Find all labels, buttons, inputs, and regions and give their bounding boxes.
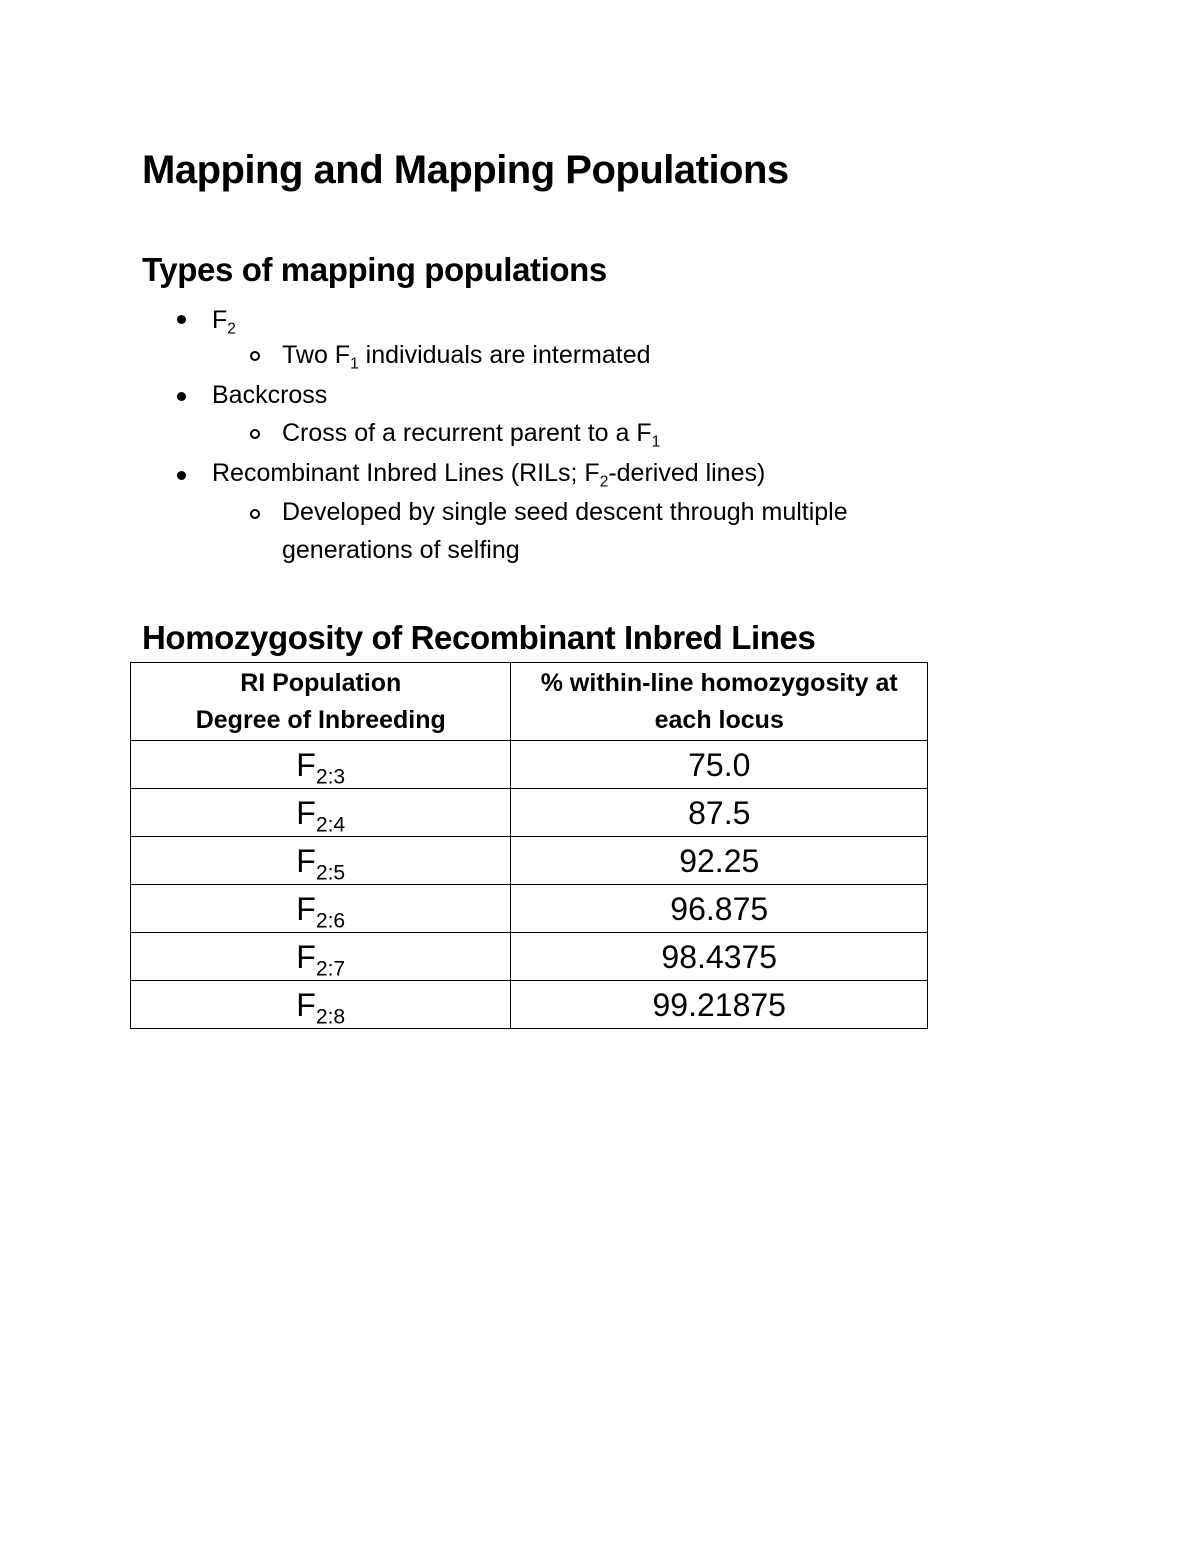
generation-subscript: 2:6 — [315, 908, 346, 932]
bullet-ring-icon — [250, 429, 260, 439]
bullet-ring-icon — [250, 351, 260, 361]
generation-cell — [131, 837, 511, 885]
sub-item-text-pre: Two F — [282, 341, 351, 369]
generation-subscript: 2:5 — [315, 860, 346, 884]
list-item-subscript: 2 — [227, 320, 236, 338]
homozygosity-table — [130, 662, 928, 1029]
generation-label: F — [296, 746, 316, 783]
sub-item-text-post: individuals are intermated — [358, 341, 651, 369]
generation-subscript: 2:7 — [315, 956, 346, 980]
generation-cell — [131, 789, 511, 837]
generation-cell — [131, 981, 511, 1029]
bullet-dot-icon — [177, 471, 186, 480]
list-item-label: Backcross — [212, 381, 328, 409]
homozygosity-value: 98.4375 — [511, 933, 928, 981]
header-line: each locus — [654, 705, 784, 734]
sub-item-f2 — [282, 340, 651, 373]
table-row — [131, 885, 928, 933]
list-item-subscript: 2 — [599, 473, 609, 491]
bullet-dot-icon — [177, 315, 186, 324]
bullet-ring-icon — [250, 509, 260, 519]
list-item-rils — [212, 458, 766, 491]
generation-cell — [131, 885, 511, 933]
generation-subscript: 2:8 — [315, 1004, 346, 1028]
homozygosity-heading: Homozygosity of Recombinant Inbred Lines — [142, 619, 816, 656]
generation-label: F — [296, 938, 316, 975]
sub-item-rils-line1: Developed by single seed descent through multiple — [282, 498, 848, 526]
generation-cell — [131, 933, 511, 981]
homozygosity-value: 87.5 — [511, 789, 928, 837]
homozygosity-value: 96.875 — [511, 885, 928, 933]
homozygosity-value: 92.25 — [511, 837, 928, 885]
table-row — [131, 741, 928, 789]
table-row — [131, 789, 928, 837]
header-line: % within-line homozygosity at — [540, 668, 898, 697]
list-item-label-post: -derived lines) — [608, 459, 766, 487]
table-row — [131, 933, 928, 981]
table-header-row — [131, 663, 928, 741]
sub-item-subscript: 1 — [651, 433, 661, 451]
page-title: Mapping and Mapping Populations — [142, 148, 789, 192]
sub-item-rils-line2: generations of selfing — [282, 536, 520, 564]
header-line: Degree of Inbreeding — [195, 705, 446, 734]
types-heading: Types of mapping populations — [142, 251, 607, 288]
generation-subscript: 2:3 — [315, 764, 346, 788]
homozygosity-value: 99.21875 — [511, 981, 928, 1029]
bullet-dot-icon — [177, 392, 186, 401]
generation-label: F — [296, 890, 316, 927]
list-item-label: F — [212, 306, 228, 334]
list-item-f2 — [212, 305, 236, 338]
sub-item-backcross — [282, 418, 661, 451]
sub-item-text-pre: Cross of a recurrent parent to a F — [282, 419, 652, 447]
generation-label: F — [296, 794, 316, 831]
table-row — [131, 981, 928, 1029]
generation-label: F — [296, 986, 316, 1023]
list-item-backcross — [212, 380, 327, 410]
generation-cell — [131, 741, 511, 789]
generation-label: F — [296, 842, 316, 879]
list-item-label-pre: Recombinant Inbred Lines (RILs; F — [212, 459, 600, 487]
table-row — [131, 837, 928, 885]
sub-item-subscript: 1 — [350, 355, 359, 373]
homozygosity-value: 75.0 — [511, 741, 928, 789]
column-header-homozygosity — [511, 663, 928, 741]
generation-subscript: 2:4 — [315, 812, 346, 836]
header-line: RI Population — [240, 668, 402, 697]
column-header-ri-population — [131, 663, 511, 741]
